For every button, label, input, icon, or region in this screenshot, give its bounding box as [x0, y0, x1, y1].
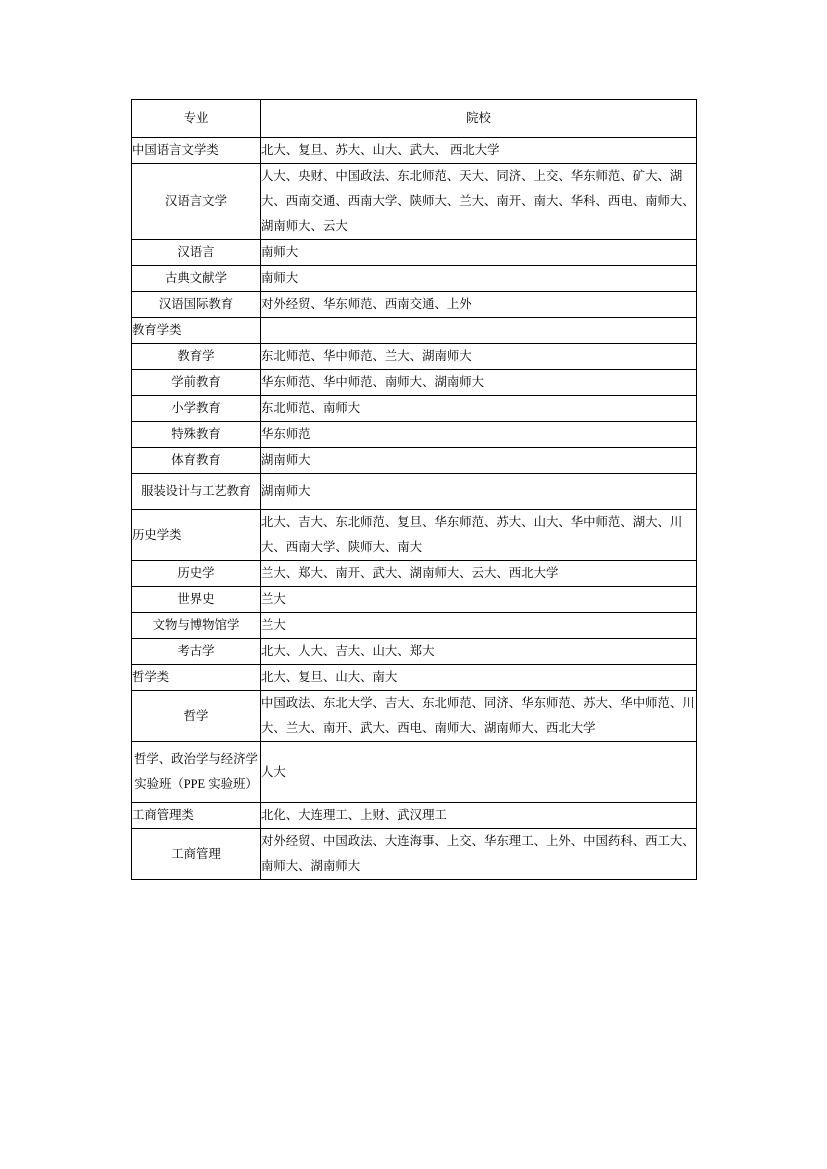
column-header-major: 专业 [132, 100, 261, 138]
table-row [132, 510, 697, 561]
major-name-cell: 文物与博物馆学 [132, 613, 261, 639]
table-row [132, 587, 697, 613]
table-row [132, 240, 697, 266]
schools-cell: 湖南师大 [261, 474, 697, 510]
schools-cell: 北大、吉大、东北师范、复旦、华东师范、苏大、山大、华中师范、湖大、川大、西南大学、陕师大、南大 [261, 510, 697, 561]
schools-cell: 东北师范、南师大 [261, 396, 697, 422]
schools-cell: 湖南师大 [261, 448, 697, 474]
table-row [132, 344, 697, 370]
schools-cell: 人大、央财、中国政法、东北师范、天大、同济、上交、华东师范、矿大、湖大、西南交通、西南大学、陕师大、兰大、南开、南大、华科、西电、南师大、湖南师大、云大 [261, 164, 697, 240]
column-header-schools: 院校 [261, 100, 697, 138]
major-category-cell: 历史学类 [132, 510, 261, 561]
table-row [132, 422, 697, 448]
schools-cell: 中国政法、东北大学、吉大、东北师范、同济、华东师范、苏大、华中师范、川大、兰大、南开、武大、西电、南师大、湖南师大、西北大学 [261, 691, 697, 742]
major-name-cell: 古典文献学 [132, 266, 261, 292]
schools-cell: 南师大 [261, 266, 697, 292]
major-name-cell: 历史学 [132, 561, 261, 587]
table-row [132, 164, 697, 240]
table-body [132, 138, 697, 880]
table-row [132, 613, 697, 639]
schools-cell: 对外经贸、华东师范、西南交通、上外 [261, 292, 697, 318]
major-name-cell: 哲学 [132, 691, 261, 742]
table-row [132, 292, 697, 318]
table-row [132, 803, 697, 829]
schools-cell: 兰大 [261, 613, 697, 639]
schools-cell: 北大、复旦、山大、南大 [261, 665, 697, 691]
table-header [132, 100, 697, 138]
major-school-table [131, 99, 697, 880]
table-row [132, 742, 697, 803]
schools-cell: 北大、人大、吉大、山大、郑大 [261, 639, 697, 665]
table-row [132, 138, 697, 164]
schools-cell: 人大 [261, 742, 697, 803]
major-name-line2: 实验班（PPE 实验班） [134, 777, 258, 791]
table-row [132, 318, 697, 344]
schools-cell: 兰大、郑大、南开、武大、湖南师大、云大、西北大学 [261, 561, 697, 587]
major-name-cell: 学前教育 [132, 370, 261, 396]
schools-cell: 华东师范、华中师范、南师大、湖南师大 [261, 370, 697, 396]
major-category-cell: 哲学类 [132, 665, 261, 691]
schools-cell [261, 318, 697, 344]
table-row [132, 691, 697, 742]
major-name-cell: 汉语言 [132, 240, 261, 266]
table-row [132, 448, 697, 474]
table-row [132, 370, 697, 396]
major-name-line1: 哲学、政治学与经济学 [134, 752, 258, 766]
schools-cell: 北化、大连理工、上财、武汉理工 [261, 803, 697, 829]
major-name-cell: 汉语国际教育 [132, 292, 261, 318]
major-name-cell: 体育教育 [132, 448, 261, 474]
major-name-cell: 教育学 [132, 344, 261, 370]
major-name-cell: 小学教育 [132, 396, 261, 422]
major-name-cell: 工商管理 [132, 829, 261, 880]
major-name-cell: 特殊教育 [132, 422, 261, 448]
major-name-cell: 考古学 [132, 639, 261, 665]
table-row [132, 266, 697, 292]
major-name-cell: 汉语言文学 [132, 164, 261, 240]
table-row [132, 396, 697, 422]
table-row [132, 829, 697, 880]
major-name-cell: 服装设计与工艺教育 [132, 474, 261, 510]
table-row [132, 561, 697, 587]
table-row [132, 665, 697, 691]
major-name-cell [132, 742, 261, 803]
table-row [132, 474, 697, 510]
schools-cell: 东北师范、华中师范、兰大、湖南师大 [261, 344, 697, 370]
table-header-row [132, 100, 697, 138]
major-category-cell: 中国语言文学类 [132, 138, 261, 164]
schools-cell: 南师大 [261, 240, 697, 266]
schools-cell: 兰大 [261, 587, 697, 613]
major-name-cell: 世界史 [132, 587, 261, 613]
major-school-table-container [131, 99, 696, 880]
schools-cell: 北大、复旦、苏大、山大、武大、 西北大学 [261, 138, 697, 164]
schools-cell: 华东师范 [261, 422, 697, 448]
major-category-cell: 工商管理类 [132, 803, 261, 829]
schools-cell: 对外经贸、中国政法、大连海事、上交、华东理工、上外、中国药科、西工大、南师大、湖南师大 [261, 829, 697, 880]
table-row [132, 639, 697, 665]
major-category-cell: 教育学类 [132, 318, 261, 344]
